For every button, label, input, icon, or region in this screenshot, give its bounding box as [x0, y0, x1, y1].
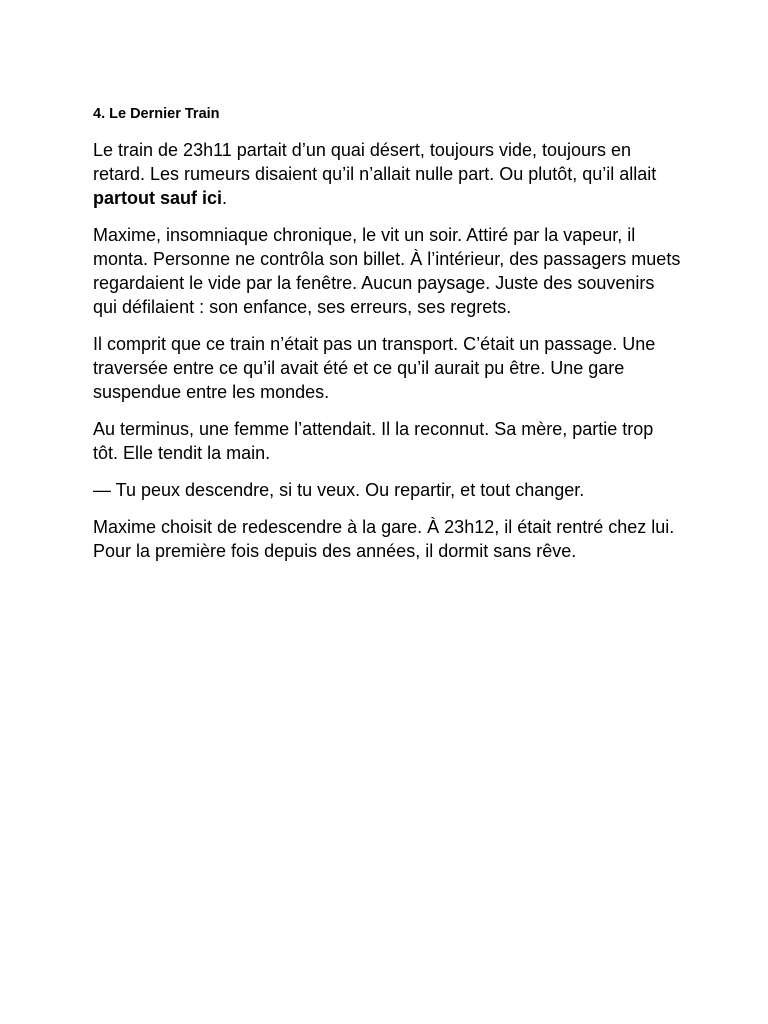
- paragraph-1-text: Le train de 23h11 partait d’un quai désert, toujours vide, toujours en retard. Les rumeurs disaient qu’il n’allait nulle part. Ou plutôt, qu’il allait: [93, 140, 657, 184]
- paragraph-5: — Tu peux descendre, si tu veux. Ou repartir, et tout changer.: [93, 480, 585, 500]
- paragraph-1-end: .: [222, 188, 228, 208]
- document-page: [93, 104, 683, 576]
- paragraph-1: [93, 138, 683, 210]
- chapter-heading: 4. Le Dernier Train: [93, 106, 220, 122]
- paragraph-6: Maxime choisit de redescendre à la gare. À 23h12, il était rentré chez lui. Pour la première fois depuis des années, il dormit sans rêve.: [93, 517, 675, 561]
- paragraph-2: Maxime, insomniaque chronique, le vit un soir. Attiré par la vapeur, il monta. Personne ne contrôla son billet. À l’intérieur, des passagers muets regardaient le vide par la fenêtre. Aucun paysage. Juste des souvenirs qui défilaient : son enfance, ses erreurs, ses regrets.: [93, 225, 681, 317]
- paragraph-1-bold: partout sauf ici: [93, 188, 223, 208]
- paragraph-4: Au terminus, une femme l’attendait. Il la reconnut. Sa mère, partie trop tôt. Elle tendit la main.: [93, 419, 654, 463]
- paragraph-3: Il comprit que ce train n’était pas un transport. C’était un passage. Une traversée entre ce qu’il avait été et ce qu’il aurait pu être. Une gare suspendue entre les mondes.: [93, 334, 656, 402]
